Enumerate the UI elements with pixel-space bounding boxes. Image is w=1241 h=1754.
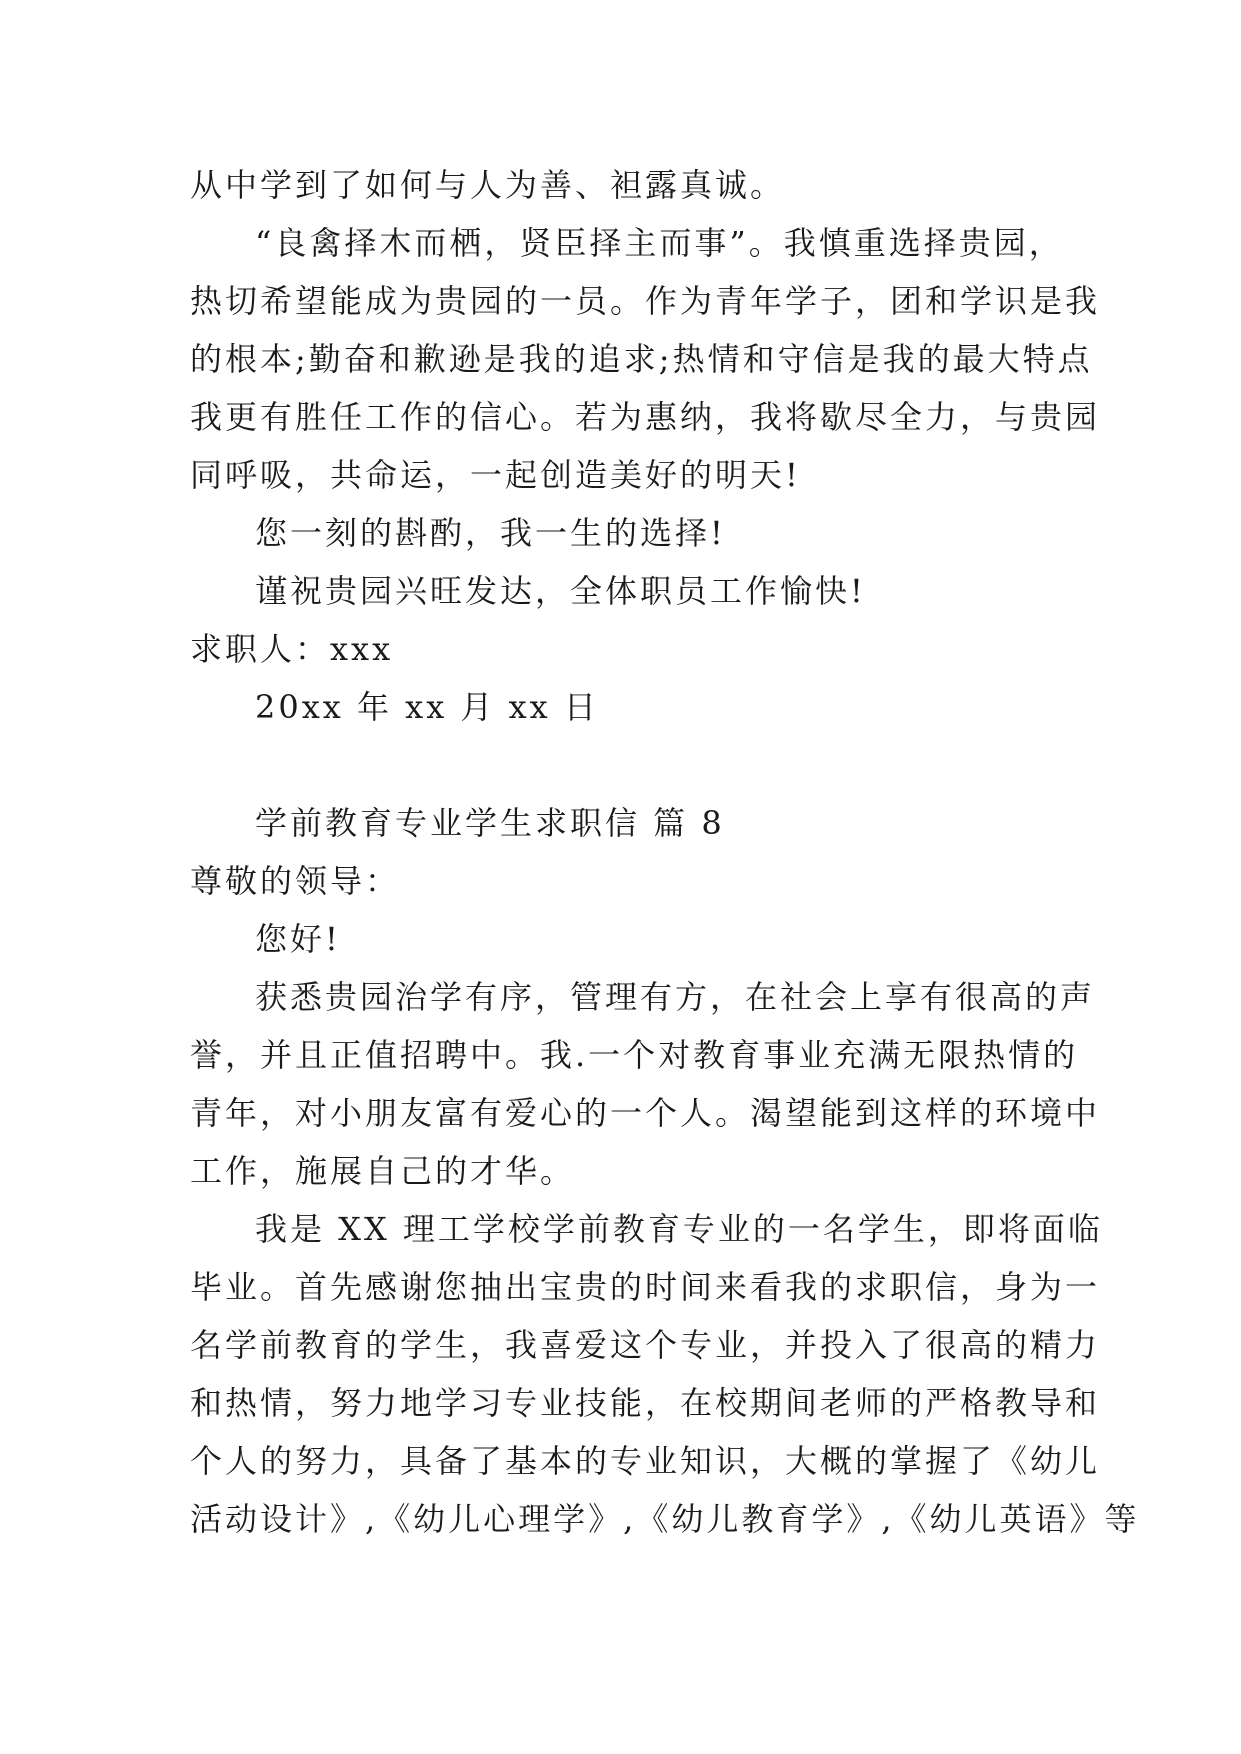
text-line: 的根本;勤奋和歉逊是我的追求;热情和守信是我的最大特点 (190, 340, 1093, 378)
text-line: 从中学到了如何与人为善、袒露真诚。 (190, 166, 786, 204)
text-line: 您一刻的斟酌，我一生的选择! (255, 514, 726, 552)
text-line: 青年，对小朋友富有爱心的一个人。渴望能到这样的环境中 (190, 1094, 1101, 1132)
signature-line: 求职人：xxx (190, 630, 394, 668)
text-line: 我是 XX 理工学校学前教育专业的一名学生，即将面临 (255, 1210, 1103, 1248)
date-line: 20xx 年 xx 月 xx 日 (255, 688, 599, 726)
greeting: 您好! (255, 920, 341, 958)
text-line: 和热情，努力地学习专业技能，在校期间老师的严格教导和 (190, 1384, 1101, 1422)
text-line: 活动设计》,《幼儿心理学》,《幼儿教育学》,《幼儿英语》等 (190, 1500, 1140, 1538)
section-title: 学前教育专业学生求职信 篇 8 (255, 804, 725, 842)
text-line: 我更有胜任工作的信心。若为惠纳，我将歇尽全力，与贵园 (190, 398, 1101, 436)
text-line: 获悉贵园治学有序，管理有方，在社会上享有很高的声 (255, 978, 1096, 1016)
text-line: 誉，并且正值招聘中。我.一个对教育事业充满无限热情的 (190, 1036, 1079, 1074)
text-line: 毕业。首先感谢您抽出宝贵的时间来看我的求职信，身为一 (190, 1268, 1101, 1306)
text-line: 谨祝贵园兴旺发达，全体职员工作愉快! (255, 572, 866, 610)
salutation: 尊敬的领导： (190, 862, 401, 900)
text-line: 个人的努力，具备了基本的专业知识，大概的掌握了《幼儿 (190, 1442, 1101, 1480)
text-line: 工作，施展自己的才华。 (190, 1152, 576, 1190)
text-line: 名学前教育的学生，我喜爱这个专业，并投入了很高的精力 (190, 1326, 1101, 1364)
text-line: 同呼吸，共命运，一起创造美好的明天! (190, 456, 801, 494)
text-line: “良禽择木而栖，贤臣择主而事”。我慎重选择贵园， (255, 224, 1064, 262)
text-line: 热切希望能成为贵园的一员。作为青年学子，团和学识是我 (190, 282, 1101, 320)
